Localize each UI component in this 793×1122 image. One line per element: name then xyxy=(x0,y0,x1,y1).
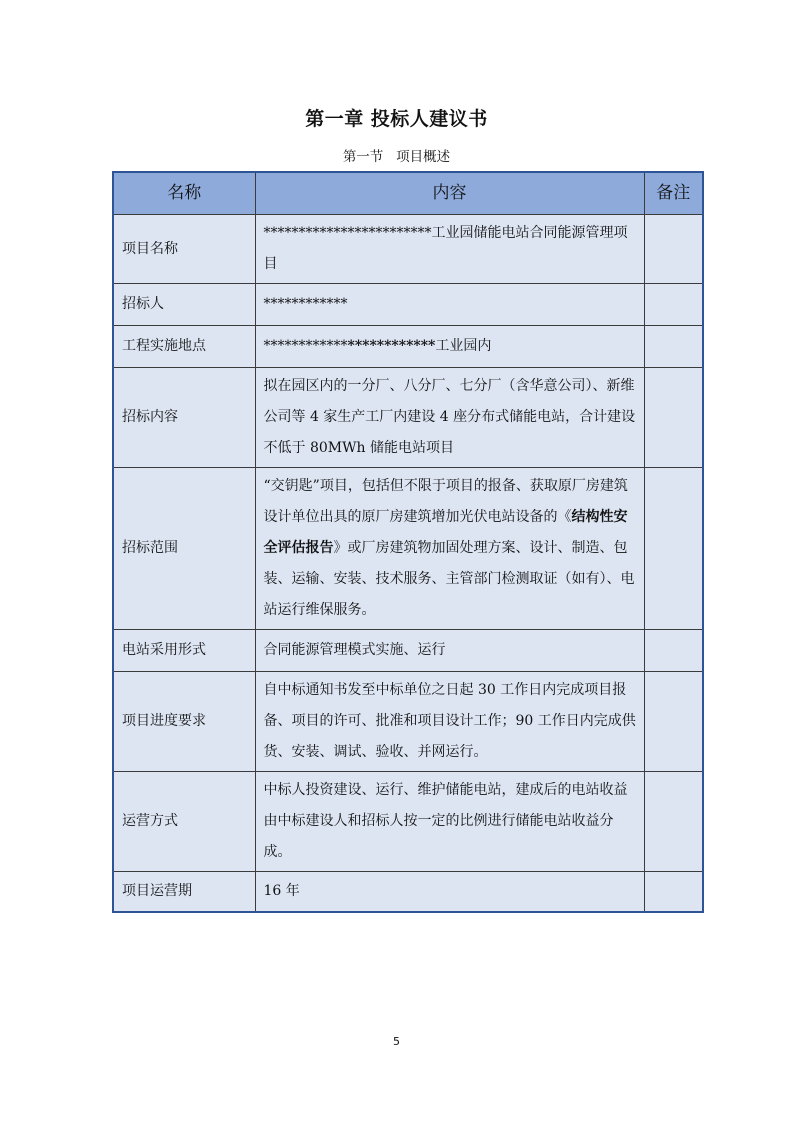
table-row xyxy=(113,672,703,772)
row-remark xyxy=(644,326,703,368)
row-content: 拟在园区内的一分厂、八分厂、七分厂（含华意公司）、新维公司等 4 家生产工厂内建设 4 座分布式储能电站，合计建设不低于 80MWh 储能电站项目 xyxy=(255,368,644,468)
row-name: 招标范围 xyxy=(113,468,255,630)
table-row xyxy=(113,772,703,872)
row-remark xyxy=(644,772,703,872)
row-remark xyxy=(644,215,703,284)
row-content: 中标人投资建设、运行、维护储能电站，建成后的电站收益由中标建设人和招标人按一定的比例进行储能电站收益分成。 xyxy=(255,772,644,872)
table-row xyxy=(113,368,703,468)
table-row xyxy=(113,284,703,326)
row-name: 运营方式 xyxy=(113,772,255,872)
row-name: 项目进度要求 xyxy=(113,672,255,772)
row-content: ************************工业园储能电站合同能源管理项目 xyxy=(255,215,644,284)
location-text-b: ************ xyxy=(347,338,436,354)
row-name: 项目名称 xyxy=(113,215,255,284)
table-row xyxy=(113,215,703,284)
scope-report-title: 结构性安全评估报告 xyxy=(263,509,628,556)
row-remark xyxy=(644,872,703,912)
row-remark xyxy=(644,630,703,672)
location-text-c: 工业园内 xyxy=(435,338,492,354)
table-header-row xyxy=(113,172,703,215)
table-row xyxy=(113,468,703,630)
section-title: 第一节 项目概述 xyxy=(342,149,451,165)
row-remark xyxy=(644,284,703,326)
project-overview-table xyxy=(112,171,704,913)
chapter-title: 第一章 投标人建议书 xyxy=(305,108,488,130)
row-name: 项目运营期 xyxy=(113,872,255,912)
header-content: 内容 xyxy=(255,172,644,215)
location-text-a: ************ xyxy=(263,338,348,354)
row-content xyxy=(255,468,644,630)
row-name: 工程实施地点 xyxy=(113,326,255,368)
table-row xyxy=(113,630,703,672)
row-content: 合同能源管理模式实施、运行 xyxy=(255,630,644,672)
scope-text-c: 》或厂房建筑物加固处理方案、设计、制造、包装、运输、安装、技术服务、主管部门检测取证（如有）、电站运行维保服务。 xyxy=(263,540,635,618)
row-name: 电站采用形式 xyxy=(113,630,255,672)
row-name: 招标内容 xyxy=(113,368,255,468)
page-number: 5 xyxy=(393,1035,400,1048)
scope-text-a: “交钥匙”项目，包括但不限于项目的报备、获取原厂房建筑设计单位出具的原厂房建筑增加光伏电站设备的《 xyxy=(263,478,628,525)
row-name: 招标人 xyxy=(113,284,255,326)
table-row xyxy=(113,326,703,368)
header-remark: 备注 xyxy=(644,172,703,215)
row-content: 自中标通知书发至中标单位之日起 30 工作日内完成项目报备、项目的许可、批准和项目设计工作；90 工作日内完成供货、安装、调试、验收、并网运行。 xyxy=(255,672,644,772)
table-row xyxy=(113,872,703,912)
row-remark xyxy=(644,468,703,630)
header-name: 名称 xyxy=(113,172,255,215)
row-content: 16 年 xyxy=(255,872,644,912)
row-content xyxy=(255,326,644,368)
row-remark xyxy=(644,672,703,772)
row-content: ************ xyxy=(255,284,644,326)
row-remark xyxy=(644,368,703,468)
